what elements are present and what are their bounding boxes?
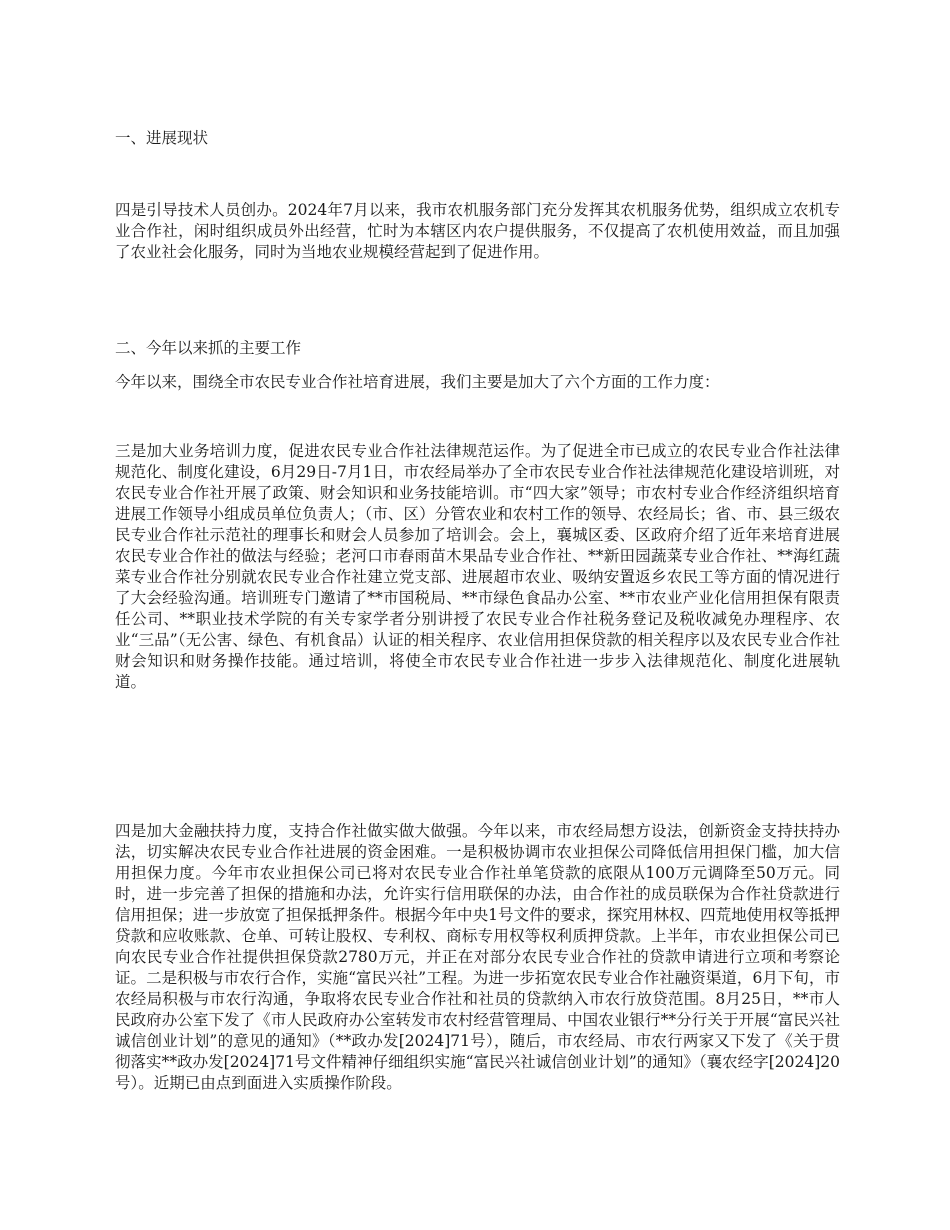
document-page xyxy=(115,0,840,1230)
section-heading-main-work: 二、今年以来抓的主要工作 xyxy=(115,339,302,357)
paragraph-intro-six-aspects: 今年以来，围绕全市农民专业合作社培育进展，我们主要是加大了六个方面的工作力度： xyxy=(115,373,720,391)
paragraph-finance-support: 四是加大金融扶持力度，支持合作社做实做大做强。今年以来，市农经局想方设法，创新资金支持扶持办法，切实解决农民专业合作社进展的资金困难。一是积极协调市农业担保公司降低信用担保门槛，加大信用担保力度。今年市农业担保公司已将对农民专业合作社单笔贷款的底限从100万元调降至50万元。同时，进一步完善了担保的措施和办法，允许实行信用联保的办法，由合作社的成员联保为合作社贷款进行信用担保；进一步放宽了担保抵押条件。根据今年中央1号文件的要求，探究用林权、四荒地使用权等抵押贷款和应收账款、仓单、可转让股权、专利权、商标专用权等权利质押贷款。上半年，市农业担保公司已向农民专业合作社提供担保贷款2780万元，并正在对部分农民专业合作社的贷款申请进行立项和考察论证。二是积极与市农行合作，实施“富民兴社”工程。为进一步拓宽农民专业合作社融资渠道，6月下旬，市农经局积极与市农行沟通，争取将农民专业合作社和社员的贷款纳入市农行放贷范围。8月25日，**市人民政府办公室下发了《市人民政府办公室转发市农村经营管理局、中国农业银行**分行关于开展“富民兴社诚信创业计划”的意见的通知》（**政办发[2024]71号），随后，市农经局、市农行两家又下发了《关于贯彻落实**政办发[2024]71号文件精神仔细组织实施“富民兴社诚信创业计划”的通知》（襄农经字[2024]20号）。近期已由点到面进入实质操作阶段。 xyxy=(115,822,840,1092)
paragraph-training: 三是加大业务培训力度，促进农民专业合作社法律规范运作。为了促进全市已成立的农民专业合作社法律规范化、制度化建设，6月29日-7月1日，市农经局举办了全市农民专业合作社法律规范化建设培训班，对农民专业合作社开展了政策、财会知识和业务技能培训。市“四大家”领导；市农村专业合作经济组织培育进展工作领导小组成员单位负责人；（市、区）分管农业和农村工作的领导、农经局长；省、市、县三级农民专业合作社示范社的理事长和财会人员参加了培训会。会上，襄城区委、区政府介绍了近年来培育进展农民专业合作社的做法与经验；老河口市春雨苗木果品专业合作社、**新田园蔬菜专业合作社、**海红蔬菜专业合作社分别就农民专业合作社建立党支部、进展超市农业、吸纳安置返乡农民工等方面的情况进行了大会经验沟通。培训班专门邀请了**市国税局、**市绿色食品办公室、**市农业产业化信用担保有限责任公司、**职业技术学院的有关专家学者分别讲授了农民专业合作社税务登记及税收减免办理程序、农业“三品”（无公害、绿色、有机食品）认证的相关程序、农业信用担保贷款的相关程序以及农民专业合作社财会知识和财务操作技能。通过培训，将使全市农民专业合作社进一步步入法律规范化、制度化进展轨道。 xyxy=(115,442,840,691)
paragraph-technicians: 四是引导技术人员创办。2024年7月以来，我市农机服务部门充分发挥其农机服务优势，组织成立农机专业合作社，闲时组织成员外出经营，忙时为本辖区内农户提供服务，不仅提高了农机使用效益，而且加强了农业社会化服务，同时为当地农业规模经营起到了促进作用。 xyxy=(115,201,840,261)
section-heading-progress-status: 一、进展现状 xyxy=(115,129,209,147)
